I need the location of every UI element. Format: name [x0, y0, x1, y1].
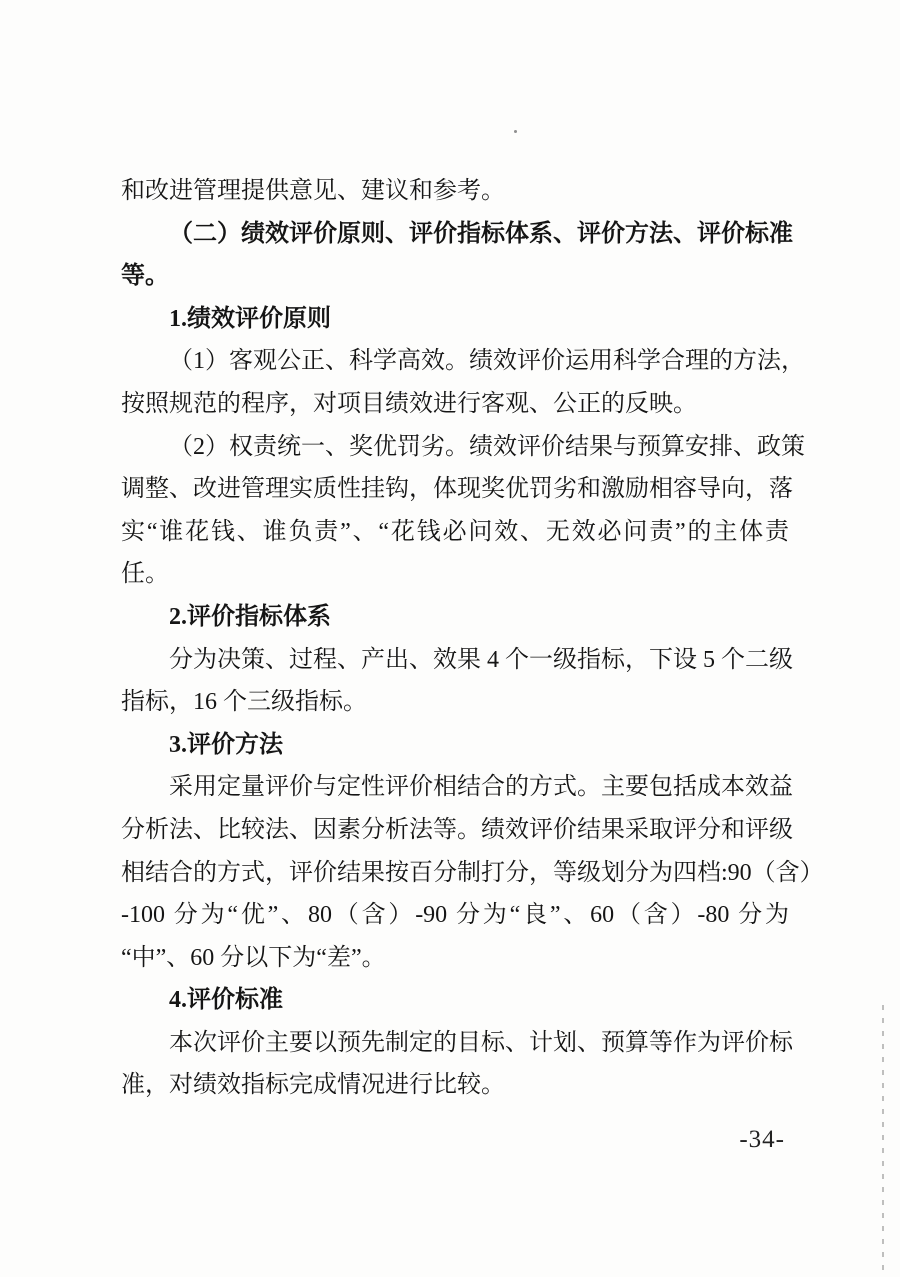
para-eval-method: 采用定量评价与定性评价相结合的方式。主要包括成本效益 [169, 774, 793, 801]
heading-indicator-system: 2.评价指标体系 [169, 603, 331, 630]
heading-section-two-cont: 等。 [121, 263, 169, 290]
para-eval-standard: 本次评价主要以预先制定的目标、计划、预算等作为评价标 [169, 1029, 793, 1056]
heading-section-two: （二）绩效评价原则、评价指标体系、评价方法、评价标准 [169, 220, 793, 247]
para-indicator-system: 分为决策、过程、产出、效果 4 个一级指标，下设 5 个二级 [169, 646, 793, 673]
para-principle-1: （1）客观公正、科学高效。绩效评价运用科学合理的方法， [169, 348, 805, 375]
heading-eval-standard: 4.评价标准 [169, 987, 283, 1014]
para-eval-standard-cont: 准，对绩效指标完成情况进行比较。 [121, 1072, 505, 1099]
line-intro-continuation: 和改进管理提供意见、建议和参考。 [121, 178, 505, 204]
heading-eval-method: 3.评价方法 [169, 731, 283, 758]
para-principle-2: （2）权责统一、奖优罚劣。绩效评价结果与预算安排、政策 [169, 433, 805, 460]
para-principle-2-cont-1: 调整、改进管理实质性挂钩，体现奖优罚劣和激励相容导向，落 [121, 476, 793, 503]
heading-eval-principles: 1.绩效评价原则 [169, 305, 331, 332]
para-eval-method-cont-3: -100 分为“优”、80（含）-90 分为“良”、60（含）-80 分为 [121, 902, 789, 929]
para-eval-method-cont-2: 相结合的方式，评价结果按百分制打分，等级划分为四档:90（含） [121, 859, 824, 886]
scan-speck [514, 130, 517, 133]
para-indicator-system-cont: 指标，16 个三级指标。 [121, 689, 367, 716]
para-eval-method-cont-1: 分析法、比较法、因素分析法等。绩效评价结果采取评分和评级 [121, 816, 793, 843]
para-eval-method-cont-4: “中”、60 分以下为“差”。 [121, 944, 386, 971]
para-principle-2-cont-3: 任。 [121, 561, 169, 588]
para-principle-1-cont: 按照规范的程序，对项目绩效进行客观、公正的反映。 [121, 390, 697, 417]
document-text-block [121, 170, 824, 1107]
scan-edge-artifact [882, 1005, 884, 1277]
page-number: -34- [739, 1126, 785, 1153]
para-principle-2-cont-2: 实“谁花钱、谁负责”、“花钱必问效、无效必问责”的主体责 [121, 518, 789, 545]
